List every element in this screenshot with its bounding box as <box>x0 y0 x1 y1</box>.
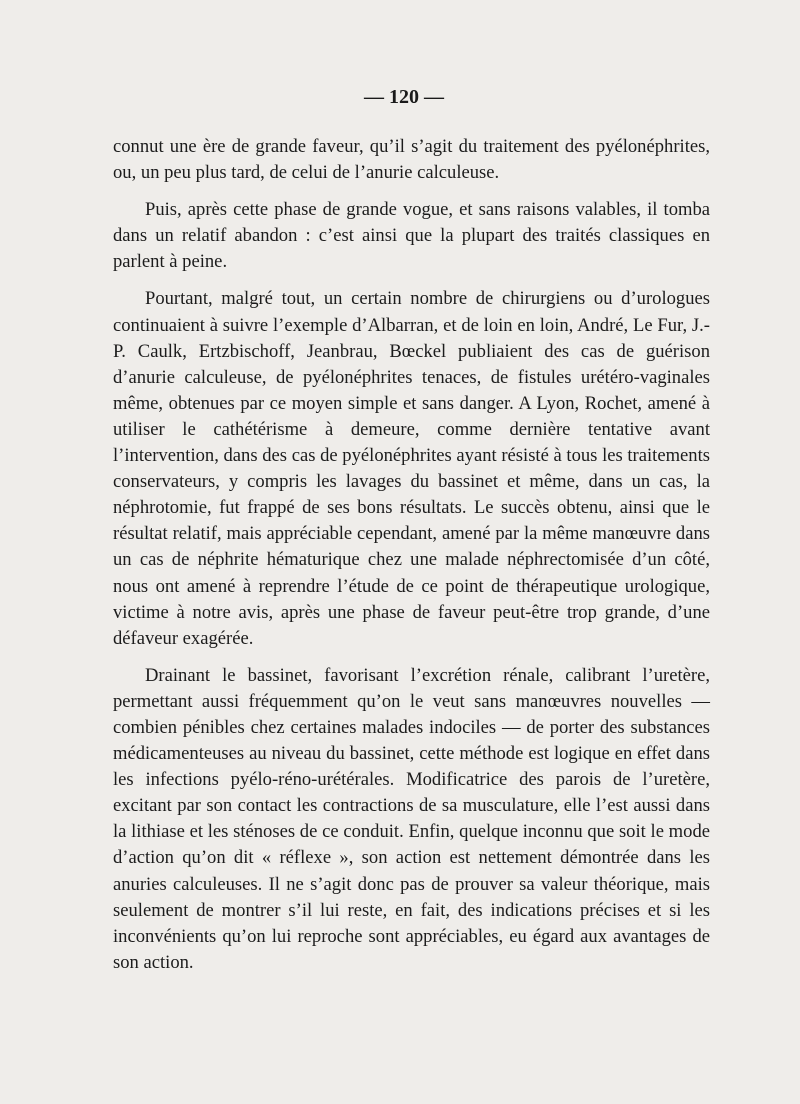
page-number: — 120 — <box>364 86 444 108</box>
paragraph: Pourtant, malgré tout, un certain nombre de chirurgiens ou d’urologues continuaient à suivre l’exemple d’Albarran, et de loin en loin, André, Le Fur, J.-P. Caulk, Ertzbischoff, Jeanbrau, Bœckel publiaient des cas de guérison d’anurie calculeuse, de pyélonéphrites tenaces, de fistules urétéro-vaginales même, obtenues par ce moyen simple et sans danger. A Lyon, Rochet, amené à utiliser le cathétérisme à demeure, comme dernière tentative avant l’intervention, dans des cas de pyélonéphrites ayant résisté à tous les traitements conservateurs, y compris les lavages du bassinet et même, dans un cas, la néphrotomie, fut frappé de ses bons résultats. Le succès obtenu, ainsi que le résultat relatif, mais appréciable cependant, amené par la même manœuvre dans un cas de néphrite hématurique chez une malade néphrectomisée d’un côté, nous ont amené à reprendre l’étude de ce point de thérapeutique urologique, victime à notre avis, après une phase de faveur peut-être trop grande, d’une défaveur exagérée. <box>113 288 710 649</box>
body-text <box>113 134 710 987</box>
paragraph: Puis, après cette phase de grande vogue, et sans raisons valables, il tomba dans un relatif abandon : c’est ainsi que la plupart des traités classiques en parlent à peine. <box>113 199 710 273</box>
paragraph: Drainant le bassinet, favorisant l’excrétion rénale, calibrant l’uretère, permettant aussi fréquemment qu’on le veut sans manœuvres nouvelles — combien pénibles chez certaines malades indociles — de porter des substances médicamenteuses au niveau du bassinet, cette méthode est logique en effet dans les infections pyélo-réno-urétérales. Modificatrice des parois de l’uretère, excitant par son contact les contractions de sa musculature, elle l’est aussi dans la lithiase et les sténoses de ce conduit. Enfin, quelque inconnu que soit le mode d’action qu’on dit « réflexe », son action est nettement démontrée dans les anuries calculeuses. Il ne s’agit donc pas de prouver sa valeur théorique, mais seulement de montrer s’il lui reste, en fait, des indications précises et si les inconvénients qu’on lui reproche sont appréciables, eu égard aux avantages de son action. <box>113 664 710 973</box>
paragraph: connut une ère de grande faveur, qu’il s’agit du traitement des pyélonéphrites, ou, un peu plus tard, de celui de l’anurie calculeuse. <box>113 136 710 184</box>
